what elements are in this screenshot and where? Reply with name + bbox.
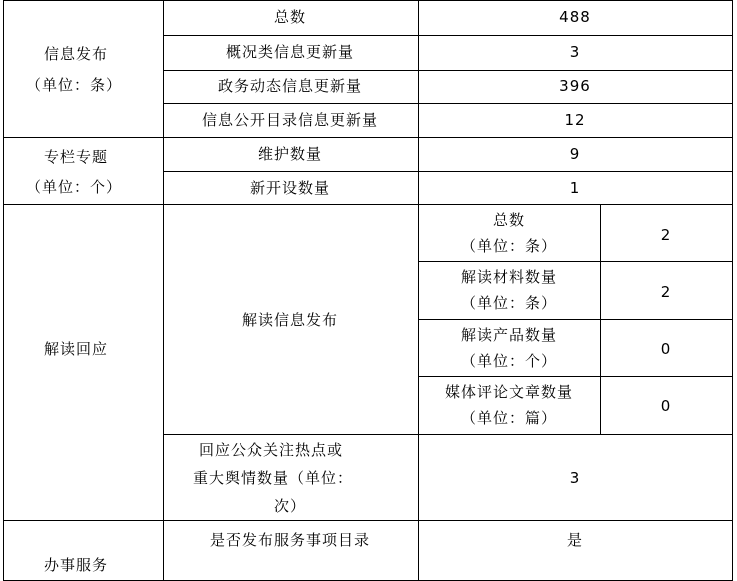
info-publish-header-cell bbox=[3, 0, 163, 137]
row-unit: （单位：条） bbox=[460, 294, 558, 312]
response-label-line1: 回应公众关注热点或 bbox=[199, 441, 344, 459]
info-publish-label: 信息发布 bbox=[44, 45, 109, 63]
row-value: 3 bbox=[569, 43, 581, 61]
row-value: 是 bbox=[566, 531, 584, 549]
interpretation-label: 解读回应 bbox=[44, 340, 109, 358]
row-value: 0 bbox=[660, 397, 672, 415]
row-label: 维护数量 bbox=[257, 145, 323, 163]
table-row bbox=[163, 520, 418, 581]
response-label-line3: 次） bbox=[273, 497, 307, 515]
row-label: 解读产品数量 bbox=[460, 326, 558, 344]
info-publish-unit: （单位：条） bbox=[26, 76, 123, 94]
row-label: 概况类信息更新量 bbox=[225, 43, 355, 61]
row-value: 396 bbox=[559, 77, 591, 95]
column-label: 专栏专题 bbox=[44, 148, 109, 166]
row-label: 是否发布服务事项目录 bbox=[209, 531, 371, 549]
row-unit: （单位：个） bbox=[460, 352, 558, 370]
row-value: 488 bbox=[559, 8, 591, 26]
interpretation-header-cell bbox=[3, 204, 163, 520]
response-label-line2: 重大舆情数量（单位： bbox=[193, 469, 354, 487]
row-unit: （单位：条） bbox=[460, 237, 558, 255]
row-value: 2 bbox=[660, 226, 672, 244]
row-label: 总数 bbox=[492, 211, 526, 229]
row-unit: （单位：篇） bbox=[460, 409, 558, 427]
row-label: 新开设数量 bbox=[249, 179, 331, 197]
row-value: 12 bbox=[564, 111, 586, 129]
row-value: 1 bbox=[569, 179, 581, 197]
value-cell bbox=[418, 520, 733, 581]
row-label: 媒体评论文章数量 bbox=[444, 383, 574, 401]
service-label: 办事服务 bbox=[44, 556, 109, 574]
row-value: 9 bbox=[569, 145, 581, 163]
row-value: 0 bbox=[660, 340, 672, 358]
column-unit: （单位：个） bbox=[26, 178, 123, 196]
row-label: 信息公开目录信息更新量 bbox=[201, 111, 379, 129]
response-value: 3 bbox=[569, 469, 581, 487]
row-value: 2 bbox=[660, 283, 672, 301]
row-label: 政务动态信息更新量 bbox=[217, 77, 363, 95]
row-label: 总数 bbox=[273, 8, 307, 26]
interpretation-sub-label: 解读信息发布 bbox=[241, 311, 339, 329]
row-label: 解读材料数量 bbox=[460, 268, 558, 286]
